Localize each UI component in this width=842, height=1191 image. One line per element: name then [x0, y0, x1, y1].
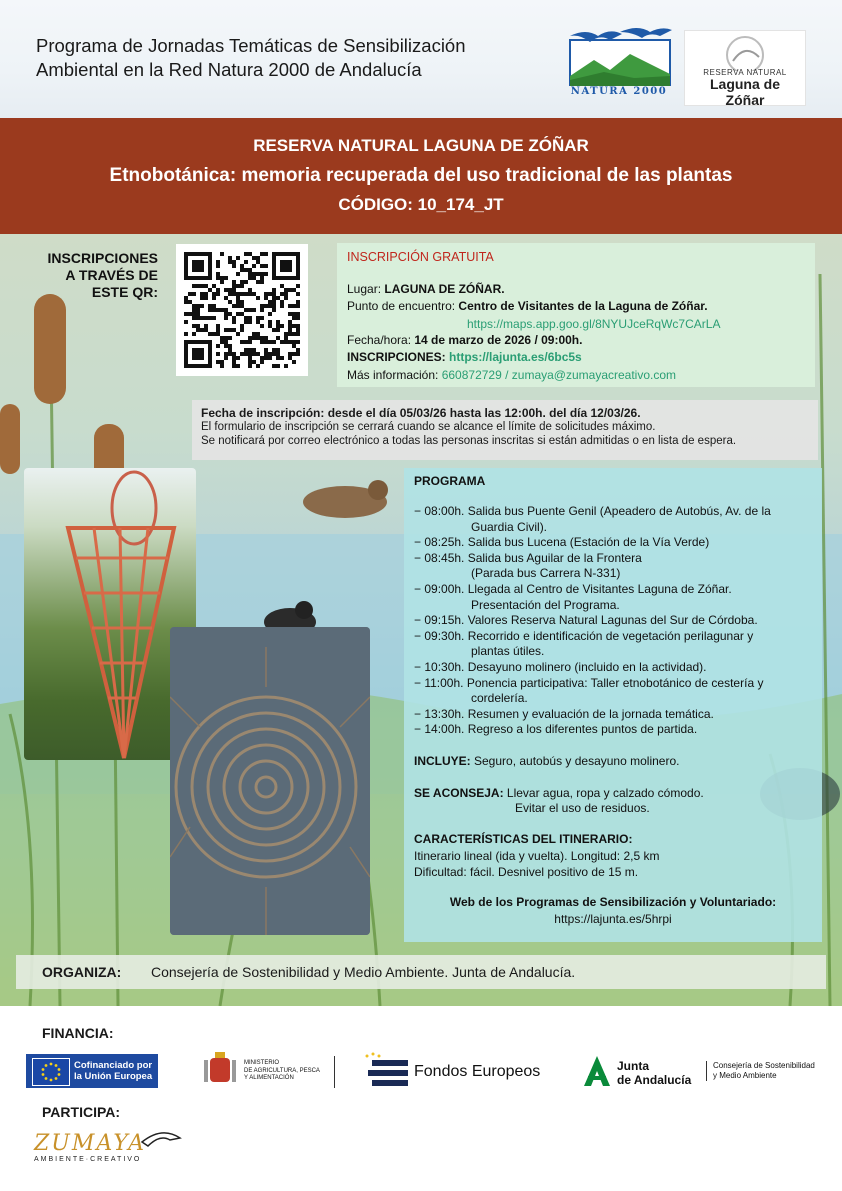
participant-label: PARTICIPA:	[42, 1104, 121, 1120]
eu-cofunding-text	[74, 1060, 158, 1082]
schedule-item-line1: − 08:45h. Salida bus Aguilar de la Frontera	[414, 550, 642, 565]
junta-line1: Junta	[617, 1059, 650, 1073]
schedule-item	[414, 551, 814, 582]
schedule-item-line2: (Parada bus Carrera N-331)	[471, 566, 621, 581]
itinerary-label: CARACTERÍSTICAS DEL ITINERARIO:	[414, 832, 633, 846]
form-closing-note: El formulario de inscripción se cerrará cuando se alcance el límite de solicitudes máximo.	[201, 421, 656, 433]
funding-label: FINANCIA:	[42, 1025, 114, 1041]
schedule-item-line1: − 13:30h. Resumen y evaluación de la jornada temática.	[414, 706, 714, 721]
activity-title: Etnobotánica: memoria recuperada del uso tradicional de las plantas	[109, 165, 733, 186]
program-schedule	[414, 504, 814, 738]
registration-dates: Fecha de inscripción: desde el día 05/03/26 hasta las 12:00h. del día 12/03/26.	[201, 406, 641, 420]
zonar-logo-line2: Laguna de Zóñar	[709, 76, 780, 108]
woven-basket-photo	[170, 627, 370, 935]
registration-info-box	[337, 243, 815, 387]
schedule-item	[414, 613, 814, 629]
consejeria-line2: y Medio Ambiente	[713, 1071, 777, 1080]
advice-line	[414, 786, 704, 800]
schedule-item-line1: − 09:00h. Llegada al Centro de Visitantes Laguna de Zóñar.	[414, 581, 732, 596]
fondos-europeos-icon	[364, 1052, 410, 1090]
zumaya-logo-text: ZUMAYA	[34, 1131, 147, 1156]
schedule-item	[414, 707, 814, 723]
eu-flag-icon	[32, 1058, 70, 1086]
ministry-text	[244, 1060, 340, 1083]
schedule-item	[414, 722, 814, 738]
more-info-contact[interactable]: 660872729 / zumaya@zumayacreativo.com	[441, 368, 677, 382]
includes-value: Seguro, autobús y desayuno molinero.	[470, 754, 680, 768]
schedule-item-line2: Guardia Civil).	[471, 519, 548, 534]
date-line	[347, 333, 582, 347]
reserve-name: RESERVA NATURAL LAGUNA DE ZÓÑAR	[253, 136, 589, 155]
location-line	[347, 282, 505, 296]
consejeria-line1: Consejería de Sostenibilidad	[713, 1061, 815, 1070]
meeting-point-value: Centro de Visitantes de la Laguna de Zóñar.	[458, 299, 708, 313]
more-info-line	[347, 368, 676, 382]
web-label: Web de los Programas de Sensibilización y Voluntariado:	[449, 895, 777, 909]
location-value: LAGUNA DE ZÓÑAR.	[384, 282, 505, 296]
includes-label: INCLUYE:	[414, 754, 471, 768]
schedule-item	[414, 629, 814, 660]
schedule-item-line2: cordelería.	[471, 691, 528, 706]
spanish-coat-of-arms-icon	[202, 1050, 238, 1090]
junta-line2: de Andalucía	[617, 1073, 692, 1087]
schedule-item	[414, 582, 814, 613]
registration-qr-code[interactable]	[176, 244, 308, 376]
meeting-point-label: Punto de encuentro:	[347, 299, 459, 313]
fondos-europeos-text: Fondos Europeos	[414, 1063, 541, 1080]
more-info-label: Más información:	[347, 368, 442, 382]
schedule-item-line1: − 09:15h. Valores Reserva Natural Lagunas del Sur de Córdoba.	[414, 613, 758, 628]
schedule-item-line1: − 14:00h. Regreso a los diferentes puntos de partida.	[414, 722, 698, 737]
qr-label-line3: ESTE QR:	[91, 284, 158, 300]
itinerary-length: Itinerario lineal (ida y vuelta). Longitud: 2,5 km	[414, 849, 660, 863]
web-link[interactable]: https://lajunta.es/5hrpi	[554, 912, 672, 926]
organizer-label: ORGANIZA:	[42, 964, 122, 980]
consejeria-text	[706, 1061, 833, 1081]
itinerary-difficulty: Dificultad: fácil. Desnivel positivo de 15 m.	[414, 865, 639, 879]
maps-link[interactable]: https://maps.app.goo.gl/8NYUJceRqWc7CArLA	[467, 317, 721, 331]
activity-code: CÓDIGO: 10_174_JT	[338, 195, 504, 214]
qr-label-line2: A TRAVÉS DE	[65, 267, 158, 283]
location-label: Lugar:	[347, 282, 385, 296]
program-title-line2: Ambiental en la Red Natura 2000 de Andalucía	[36, 59, 422, 80]
schedule-item-line1: − 10:30h. Desayuno molinero (incluido en la actividad).	[414, 659, 707, 674]
divider	[334, 1056, 335, 1088]
registration-line	[347, 350, 582, 364]
includes-line	[414, 754, 679, 768]
zumaya-subtitle: AMBIENTE·CREATIVO	[34, 1156, 142, 1163]
schedule-item-line1: − 11:00h. Ponencia participativa: Taller etnobotánico de cestería y	[414, 675, 764, 690]
advice-label: SE ACONSEJA:	[414, 786, 504, 800]
schedule-item-line1: − 08:25h. Salida bus Lucena (Estación de la Vía Verde)	[414, 535, 710, 550]
schedule-item-line1: − 08:00h. Salida bus Puente Genil (Apeadero de Autobús, Av. de la	[414, 504, 771, 518]
ministry-line1: MINISTERIO	[244, 1060, 280, 1066]
schedule-item-line2: plantas útiles.	[471, 644, 545, 659]
junta-andalucia-icon	[582, 1054, 612, 1088]
program-title-heading: PROGRAMA	[414, 474, 486, 488]
free-registration-title: INSCRIPCIÓN GRATUITA	[347, 250, 494, 264]
schedule-item	[414, 660, 814, 676]
ministry-line2: DE AGRICULTURA, PESCA	[244, 1067, 320, 1074]
eu-text-line2: la Unión Europea	[74, 1071, 153, 1082]
natura-2000-text: NATURA 2000	[570, 86, 668, 97]
program-title	[36, 34, 556, 82]
registration-link[interactable]: https://lajunta.es/6bc5s	[449, 350, 582, 364]
date-value: 14 de marzo de 2026 / 09:00h.	[414, 333, 583, 347]
date-label: Fecha/hora:	[347, 333, 415, 347]
schedule-item	[414, 535, 814, 551]
qr-code-icon	[184, 252, 300, 368]
organizer-value: Consejería de Sostenibilidad y Medio Ambiente. Junta de Andalucía.	[151, 964, 576, 980]
zumaya-logo	[32, 1124, 182, 1158]
qr-label	[26, 250, 158, 301]
schedule-item	[414, 504, 814, 535]
schedule-item-line1: − 09:30h. Recorrido e identificación de vegetación perilagunar y	[414, 628, 754, 643]
advice-value: Llevar agua, ropa y calzado cómodo.	[503, 786, 704, 800]
program-title-line1: Programa de Jornadas Temáticas de Sensibilización	[36, 35, 466, 56]
email-notification-note: Se notificará por correo electrónico a todas las personas inscritas si están admitidas o en lista de espera.	[201, 435, 737, 447]
meeting-point-line	[347, 299, 708, 313]
registration-label: INSCRIPCIONES:	[347, 350, 450, 364]
junta-andalucia-text	[617, 1059, 691, 1087]
schedule-item	[414, 676, 814, 707]
advice-value-line2: Evitar el uso de residuos.	[515, 801, 650, 815]
zonar-logo-line1: RESERVA NATURAL	[703, 68, 787, 77]
eu-text-line1: Cofinanciado por	[74, 1060, 153, 1071]
schedule-item-line2: Presentación del Programa.	[471, 597, 620, 612]
qr-label-line1: INSCRIPCIONES	[47, 250, 158, 266]
ministry-line3: Y ALIMENTACIÓN	[244, 1075, 294, 1081]
